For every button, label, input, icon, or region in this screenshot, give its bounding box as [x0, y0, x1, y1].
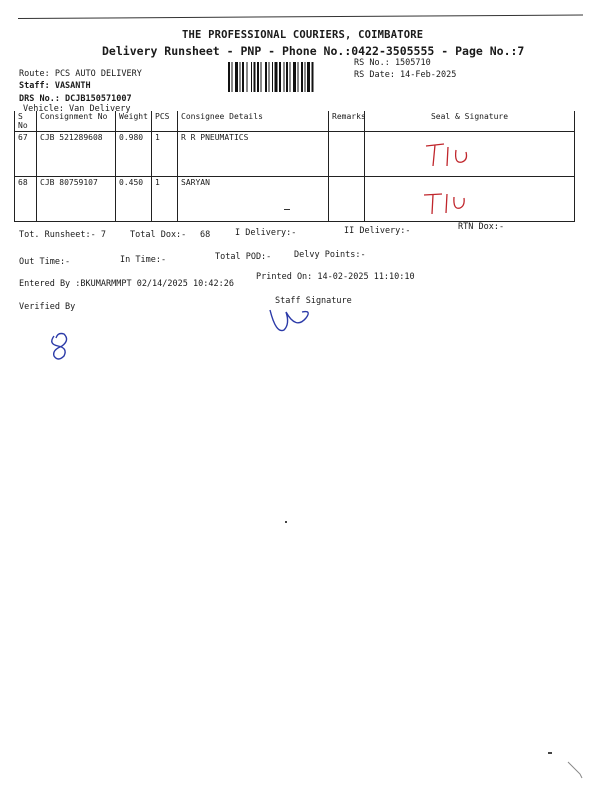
col-header: Consignee Details [178, 111, 329, 132]
table-row [15, 132, 575, 177]
cell-consignee: R R PNEUMATICS [178, 132, 329, 177]
table-header-row [15, 111, 575, 132]
corner-scan-mark [566, 760, 586, 780]
vehicle-label: Vehicle: Van Delivery [23, 104, 131, 114]
delivery-table [14, 111, 575, 222]
handwritten-signature-mark [420, 138, 480, 172]
i-delivery: I Delivery:- [235, 228, 297, 238]
cell-weight: 0.450 [116, 177, 152, 222]
col-header: Seal & Signature [365, 111, 575, 132]
col-header: Weight [116, 111, 152, 132]
cell-weight: 0.980 [116, 132, 152, 177]
out-time: Out Time:- [19, 257, 71, 267]
scan-dot [548, 752, 552, 754]
total-dox-label: Total Dox:- [130, 230, 187, 240]
cell-remarks [329, 132, 365, 177]
table-row [15, 177, 575, 222]
cell-pcs: 1 [152, 177, 178, 222]
delvy-points: Delvy Points:- [294, 250, 366, 260]
rtn-dox: RTN Dox:- [458, 222, 505, 232]
stray-mark [284, 209, 290, 210]
company-name: THE PROFESSIONAL COURIERS, COIMBATORE [182, 29, 424, 41]
col-header: PCS [152, 111, 178, 132]
top-rule [18, 15, 583, 19]
barcode [228, 62, 344, 92]
ii-delivery: II Delivery:- [344, 226, 411, 236]
col-header: Remarks [329, 111, 365, 132]
total-pod: Total POD:- [215, 252, 272, 262]
cell-sno: 67 [15, 132, 37, 177]
in-time: In Time:- [120, 255, 167, 265]
cell-remarks [329, 177, 365, 222]
cell-consignment: CJB 80759107 [37, 177, 116, 222]
total-dox-value: 68 [200, 230, 211, 240]
verified-by: Verified By [19, 302, 76, 312]
col-header: S No [15, 111, 37, 132]
printed-on: Printed On: 14-02-2025 11:10:10 [256, 272, 415, 282]
scan-dot [285, 521, 287, 523]
cell-sno: 68 [15, 177, 37, 222]
staff-label: Staff: VASANTH [19, 81, 91, 91]
col-header: Consignment No [37, 111, 116, 132]
verifier-signature-scribble [44, 330, 80, 364]
staff-signature-label: Staff Signature [275, 296, 352, 306]
entered-by: Entered By :BKUMARMMPT 02/14/2025 10:42:26 [19, 279, 234, 289]
runsheet-title: Delivery Runsheet - PNP - Phone No.:0422-3505555 - Page No.:7 [102, 44, 525, 58]
route-label: Route: PCS AUTO DELIVERY [19, 69, 142, 79]
rs-date: RS Date: 14-Feb-2025 [354, 70, 457, 80]
drs-number: DRS No.: DCJB150571007 [19, 94, 132, 104]
tot-runsheet: Tot. Runsheet:- 7 [19, 230, 106, 240]
staff-signature-scribble [262, 300, 318, 340]
cell-consignment: CJB 521289608 [37, 132, 116, 177]
cell-consignee: SARYAN [178, 177, 329, 222]
cell-pcs: 1 [152, 132, 178, 177]
rs-number: RS No.: 1505710 [354, 58, 431, 68]
handwritten-signature-mark [418, 188, 478, 218]
